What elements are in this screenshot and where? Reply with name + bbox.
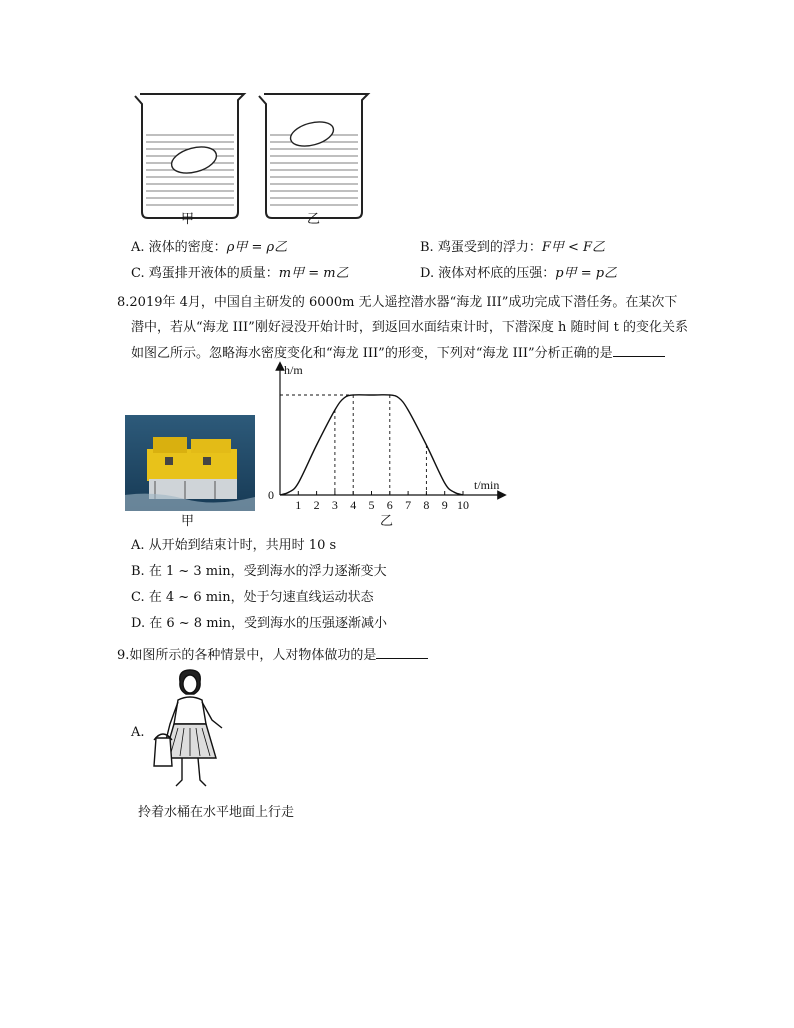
girl-carrying-bucket-image [148,668,230,793]
beaker-left [135,94,244,218]
x-tick-label: 8 [423,498,430,512]
x-tick-label: 2 [313,498,320,512]
answer-blank[interactable] [613,344,665,357]
x-tick-label: 5 [368,498,375,512]
option-letter: D. [131,616,146,631]
option-text: 液体对杯底的压强： [438,266,556,281]
option-formula: m甲 = m乙 [278,266,349,281]
option-text: 在 4 ~ 6 min，处于匀速直线运动状态 [148,590,374,605]
option-letter: C. [131,590,145,605]
option-letter: A. [131,240,145,255]
y-axis-label: h/m [284,363,303,377]
figure-label-jia: 甲 [181,212,195,227]
question-text: 2019年 4月，中国自主研发的 6000m 无人遥控潜水器“海龙 III”成功完成下潜任务。在某次下 [129,295,678,310]
x-tick-label: 1 [295,498,302,512]
option-text: 鸡蛋受到的浮力： [437,240,542,255]
option-formula: F甲 < F乙 [541,240,606,255]
figure-label-yi: 乙 [380,514,394,529]
option-letter: C. [131,266,145,281]
q8-option-b [131,564,387,580]
option-formula: ρ甲 = ρ乙 [226,240,288,255]
beakers-figure [132,90,392,230]
option-letter: A. [131,538,145,553]
option-text: 在 6 ~ 8 min，受到海水的压强逐渐减小 [149,616,388,631]
option-text: 液体的密度： [148,240,227,255]
submersible-photo [125,415,255,511]
figure-label-yi: 乙 [307,212,321,227]
figure-label-jia: 甲 [181,514,195,529]
option-text: 从开始到结束计时，共用时 10 s [148,538,337,553]
x-tick-label: 3 [331,498,338,512]
q7-option-b [420,240,605,256]
q8-stem-line2: 潜中，若从“海龙 III”刚好浸没开始计时，到返回水面结束计时，下潜深度 h 随时间 t 的变化关系 [131,320,688,335]
question-text: 如图所示的各种情景中，人对物体做功的是 [129,648,377,663]
egg [288,118,336,151]
x-tick-label: 9 [441,498,448,512]
egg [169,142,220,177]
q7-option-d [420,266,617,282]
q9-stem [117,646,428,664]
x-tick-label: 7 [405,498,412,512]
q8-option-c [131,590,374,606]
q8-option-a [131,538,336,554]
option-letter: D. [420,266,435,281]
option-letter: B. [420,240,434,255]
origin-label: 0 [268,488,274,502]
q8-option-d [131,616,387,632]
q8-stem-line1 [117,295,677,311]
option-text: 鸡蛋排开液体的质量： [148,266,279,281]
answer-blank[interactable] [376,646,428,659]
beaker-right [259,94,368,218]
q7-option-a [131,240,287,256]
question-number: 8. [117,295,130,310]
question-number: 9. [117,648,130,663]
option-letter: B. [131,564,145,579]
x-tick-label: 6 [386,498,393,512]
q7-option-c [131,266,349,282]
question-text: 如图乙所示。忽略海水密度变化和“海龙 III”的形变，下列对“海龙 III”分析正确的是 [131,346,613,361]
x-tick-label: 10 [457,498,469,512]
depth-time-chart [262,360,512,520]
q9-option-caption: 拎着水桶在水平地面上行走 [138,805,295,820]
x-tick-label: 4 [350,498,357,512]
option-text: 在 1 ~ 3 min，受到海水的浮力逐渐变大 [148,564,387,579]
x-axis-label: t/min [474,478,500,492]
option-formula: p甲 = p乙 [555,266,618,281]
q9-option-letter: A. [131,725,145,740]
depth-curve [280,395,463,495]
